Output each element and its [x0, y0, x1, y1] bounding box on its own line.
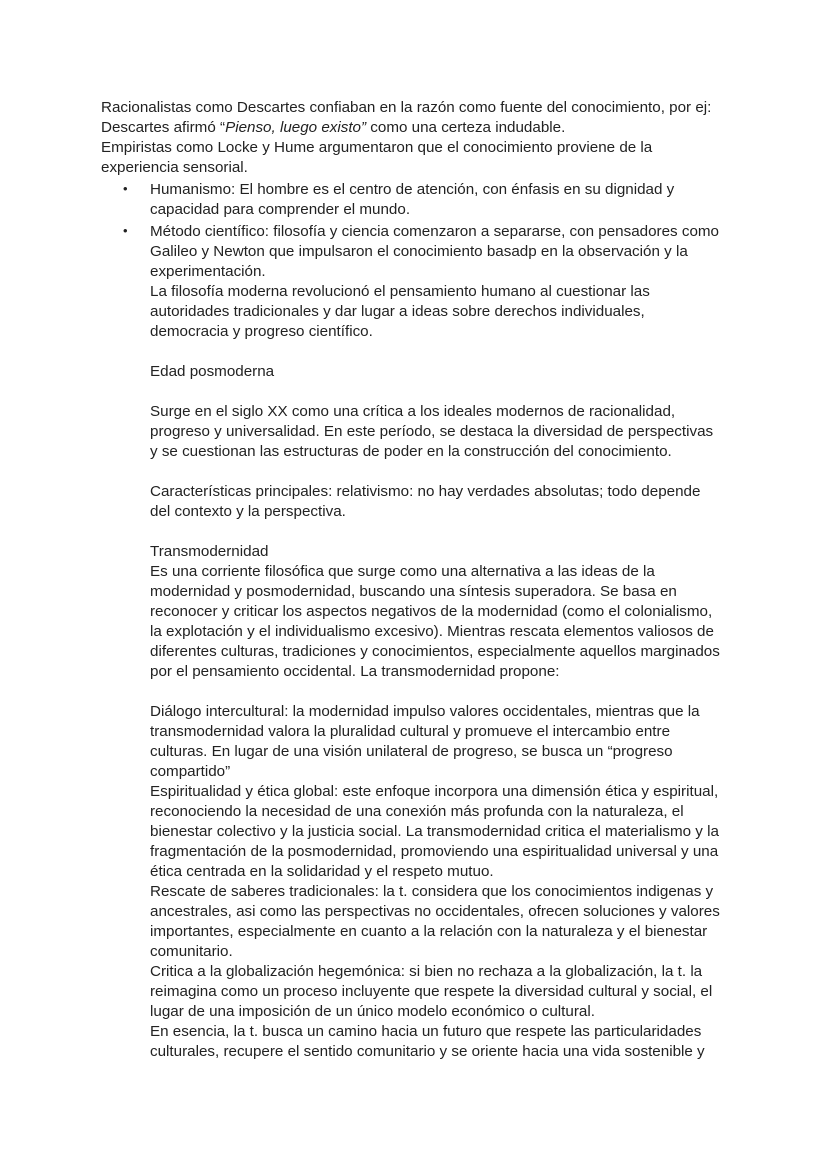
bullet-line: Método científico: filosofía y ciencia comenzaron a separarse, con pensadores como — [150, 223, 719, 240]
body-line: Critica a la globalización hegemónica: si bien no rechaza a la globalización, la t. la — [150, 963, 703, 980]
body-line: bienestar colectivo y la justicia social. La transmodernidad critica el materialismo y la — [150, 823, 719, 840]
bullet-line: Humanismo: El hombre es el centro de atención, con énfasis en su dignidad y — [150, 181, 675, 198]
body-line: Es una corriente filosófica que surge como una alternativa a las ideas de la — [150, 563, 655, 580]
body-line: ética centrada en la solidaridad y el respeto mutuo. — [150, 863, 494, 880]
body-line: diferentes culturas, tradiciones y conocimientos, especialmente aquellos marginados — [150, 643, 720, 660]
section-heading-transmodernidad: Transmodernidad — [150, 543, 269, 560]
body-line: Espiritualidad y ética global: este enfoque incorpora una dimensión ética y espiritual, — [150, 783, 719, 800]
body-line: En esencia, la t. busca un camino hacia un futuro que respete las particularidades — [150, 1023, 702, 1040]
body-line: compartido” — [150, 763, 231, 780]
intro-line-quote — [101, 118, 565, 138]
body-line: progreso y universalidad. En este período, se destaca la diversidad de perspectivas — [150, 423, 714, 440]
body-line: reimagina como un proceso incluyente que respete la diversidad cultural y social, el — [150, 983, 713, 1000]
quote-lead: Descartes afirmó “ — [101, 119, 226, 136]
bullet-line: Galileo y Newton que impulsaron el conocimiento basadp en la observación y la — [150, 243, 688, 260]
body-line: culturas. En lugar de una visión unilateral de progreso, se busca un “progreso — [150, 743, 673, 760]
quote-tail: como una certeza indudable. — [366, 119, 566, 136]
body-line: modernidad y posmodernidad, buscando una síntesis superadora. Se basa en — [150, 583, 677, 600]
body-line: Surge en el siglo XX como una crítica a los ideales modernos de racionalidad, — [150, 403, 676, 420]
body-line: lugar de una imposición de un único modelo económico o cultural. — [150, 1003, 595, 1020]
body-line: del contexto y la perspectiva. — [150, 503, 346, 520]
body-line: Características principales: relativismo: no hay verdades absolutas; todo depende — [150, 483, 701, 500]
body-line: Rescate de saberes tradicionales: la t. considera que los conocimientos indigenas y — [150, 883, 714, 900]
bullet-line: experimentación. — [150, 263, 266, 280]
body-line: importantes, especialmente en cuanto a la relación con la naturaleza y el bienestar — [150, 923, 708, 940]
quote-italic: Pienso, luego existo” — [225, 119, 367, 136]
body-line: transmodernidad valora la pluralidad cultural y promueve el intercambio entre — [150, 723, 671, 740]
body-line: y se cuestionan las estructuras de poder en la construcción del conocimiento. — [150, 443, 672, 460]
body-line: democracia y progreso científico. — [150, 323, 373, 340]
body-line: culturales, recupere el sentido comunitario y se oriente hacia una vida sostenible y — [150, 1043, 705, 1060]
body-line: reconociendo la necesidad de una conexión más profunda con la naturaleza, el — [150, 803, 684, 820]
body-line: La filosofía moderna revolucionó el pensamiento humano al cuestionar las — [150, 283, 650, 300]
body-line: autoridades tradicionales y dar lugar a ideas sobre derechos individuales, — [150, 303, 645, 320]
bullet-marker: • — [123, 181, 128, 196]
intro-line: Racionalistas como Descartes confiaban en la razón como fuente del conocimiento, por ej: — [101, 99, 712, 116]
body-line: comunitario. — [150, 943, 233, 960]
section-heading-posmoderna: Edad posmoderna — [150, 363, 275, 380]
body-line: por el pensamiento occidental. La transmodernidad propone: — [150, 663, 560, 680]
bullet-marker: • — [123, 223, 128, 238]
body-line: Diálogo intercultural: la modernidad impulso valores occidentales, mientras que la — [150, 703, 700, 720]
intro-line: experiencia sensorial. — [101, 159, 248, 176]
body-line: la explotación y el individualismo excesivo). Mientras rescata elementos valiosos de — [150, 623, 714, 640]
body-line: fragmentación de la posmodernidad, promoviendo una espiritualidad universal y una — [150, 843, 719, 860]
bullet-line: capacidad para comprender el mundo. — [150, 201, 411, 218]
body-line: reconocer y criticar los aspectos negativos de la modernidad (como el colonialismo, — [150, 603, 713, 620]
intro-line: Empiristas como Locke y Hume argumentaron que el conocimiento proviene de la — [101, 139, 653, 156]
body-line: ancestrales, asi como las perspectivas no occidentales, ofrecen soluciones y valores — [150, 903, 720, 920]
